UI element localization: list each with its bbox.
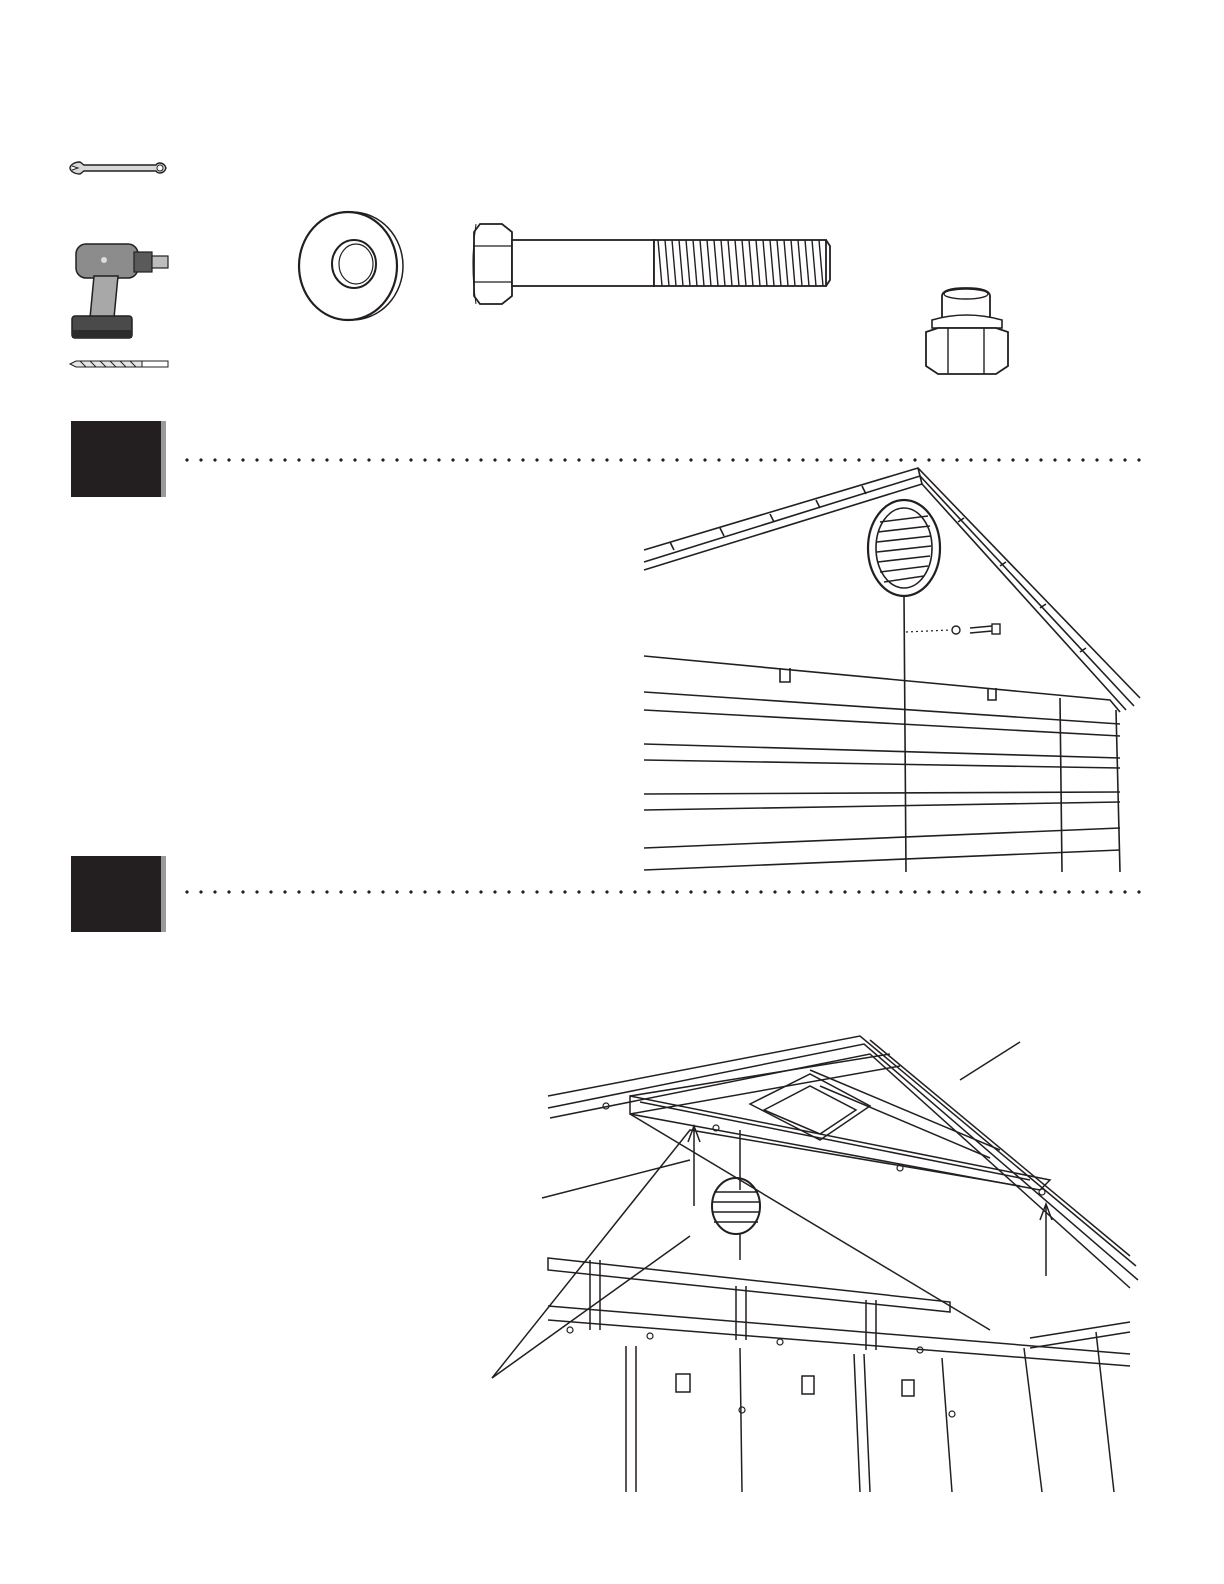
wrench-icon	[70, 158, 166, 178]
lock-nut-icon	[918, 286, 1016, 380]
power-drill-icon	[68, 238, 172, 342]
roof-truss-interior-illustration	[490, 1030, 1150, 1500]
gable-wall-bolt-illustration	[640, 462, 1150, 874]
step-badge	[71, 856, 161, 932]
drill-bit-icon	[70, 358, 168, 370]
hex-bolt-icon	[472, 220, 834, 308]
step-divider	[180, 890, 1148, 894]
step-badge	[71, 421, 161, 497]
washer-icon	[296, 210, 404, 322]
